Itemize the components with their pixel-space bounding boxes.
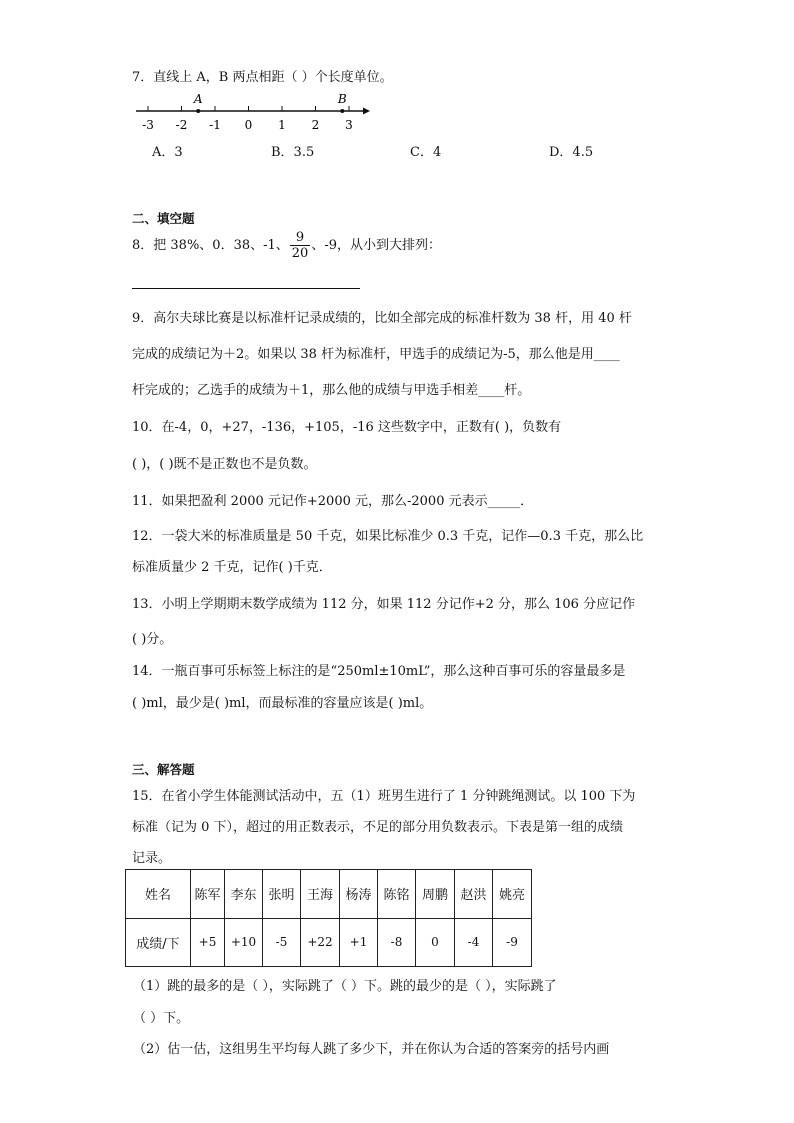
q10-line-2: ( )，( )既不是正数也不是负数。	[132, 457, 317, 472]
q7-stem: 7．直线上 A，B 两点相距（ ）个长度单位。	[132, 70, 393, 85]
number-line-tick-label: 3	[345, 118, 353, 132]
q8-stem	[132, 231, 441, 260]
table-row	[126, 870, 532, 919]
table-cell-score: -4	[455, 918, 493, 967]
table-header-score: 成绩/下	[126, 918, 191, 967]
q7-option-a[interactable]: A．3	[152, 145, 183, 160]
q9-line-1: 9．高尔夫球比赛是以标准杆记录成绩的，比如全部完成的标准杆数为 38 杆，用 40 杆	[132, 311, 632, 326]
q15-line-1: 15．在省小学生体能测试活动中，五（1）班男生进行了 1 分钟跳绳测试。以 100 下为	[132, 789, 636, 804]
table-cell-name: 张明	[263, 870, 301, 919]
number-line-tick-label: -3	[142, 118, 154, 132]
number-line-arrow	[363, 108, 370, 115]
table-cell-name: 姚亮	[493, 870, 532, 919]
q14-line-1: 14．一瓶百事可乐标签上标注的是“250ml±10mL”，那么这种百事可乐的容量最多是	[132, 664, 626, 679]
table-cell-score: +1	[340, 918, 378, 967]
q13-line-2: ( )分。	[132, 632, 173, 647]
q8-prefix: 8．把 38%、0．38、-1、	[132, 238, 289, 253]
number-line-point-a-label: A	[193, 92, 203, 106]
number-line-tick-label: -1	[209, 118, 221, 132]
q12-line-1: 12．一袋大米的标准质量是 50 千克，如果比标准少 0.3 千克，记作—0.3 千克，那么比	[132, 529, 644, 544]
q8-fraction-denominator: 20	[291, 246, 309, 261]
number-line-point-a	[196, 109, 200, 113]
table-cell-score: +10	[225, 918, 263, 967]
table-cell-name: 周鹏	[416, 870, 455, 919]
q15-line-3: 记录。	[132, 851, 172, 866]
q13-line-1: 13．小明上学期期末数学成绩为 112 分，如果 112 分记作+2 分，那么 106 分应记作	[132, 597, 636, 612]
table-cell-score: +22	[301, 918, 340, 967]
q15-sub2: （2）估一估，这组男生平均每人跳了多少下，并在你认为合适的答案旁的括号内画	[133, 1042, 610, 1057]
q11: 11．如果把盈利 2000 元记作+2000 元，那么-2000 元表示_____．	[132, 494, 534, 509]
number-line-ticks	[142, 106, 353, 132]
number-line-tick-label: 1	[278, 118, 286, 132]
q8-answer-line[interactable]	[132, 288, 360, 289]
table-cell-score: 0	[416, 918, 455, 967]
number-line-point-b-label: B	[337, 92, 347, 106]
q8-suffix: 、-9，从小到大排列：	[311, 238, 441, 253]
q7-option-d[interactable]: D．4.5	[549, 145, 594, 160]
section-3-title: 三、解答题	[132, 762, 195, 777]
table-cell-score: +5	[191, 918, 225, 967]
table-cell-score: -9	[493, 918, 532, 967]
number-line-tick-label: 2	[311, 118, 320, 132]
table-cell-name: 陈铭	[378, 870, 416, 919]
table-cell-name: 杨涛	[340, 870, 378, 919]
number-line-tick-label: 0	[244, 118, 253, 132]
q7-option-c[interactable]: C．4	[410, 145, 442, 160]
table-cell-name: 陈军	[191, 870, 225, 919]
number-line	[130, 88, 375, 136]
table-row	[126, 918, 532, 967]
q15-sub1-line-2: （ ）下。	[133, 1011, 190, 1026]
section-2-title: 二、填空题	[132, 211, 195, 226]
q12-line-2: 标准质量少 2 千克，记作( )千克．	[132, 560, 332, 575]
q10-line-1: 10．在-4，0，+27，-136，+105，-16 这些数字中，正数有( )，负数有	[132, 420, 562, 435]
q14-line-2: ( )ml，最少是( )ml，而最标准的容量应该是( )ml。	[132, 696, 433, 711]
q15-sub1-line-1: （1）跳的最多的是（ ），实际跳了（ ）下。跳的最少的是（ ），实际跳了	[133, 979, 557, 994]
q7-option-b[interactable]: B．3.5	[271, 145, 315, 160]
q8-fraction	[290, 231, 311, 260]
table-header-name: 姓名	[126, 870, 191, 919]
table-cell-score: -5	[263, 918, 301, 967]
table-cell-name: 李东	[225, 870, 263, 919]
q15-score-table	[125, 869, 532, 967]
number-line-tick-label: -2	[175, 118, 188, 132]
q8-fraction-numerator: 9	[290, 231, 311, 246]
table-cell-score: -8	[378, 918, 416, 967]
number-line-point-b	[340, 109, 344, 113]
table-cell-name: 王海	[301, 870, 340, 919]
table-cell-name: 赵洪	[455, 870, 493, 919]
q9-line-2: 完成的成绩记为＋2。如果以 38 杆为标准杆，甲选手的成绩记为-5，那么他是用____	[132, 347, 620, 362]
q15-line-2: 标准（记为 0 下），超过的用正数表示，不足的部分用负数表示。下表是第一组的成绩	[132, 820, 624, 835]
q9-line-3: 杆完成的；乙选手的成绩为＋1，那么他的成绩与甲选手相差____杆。	[132, 383, 531, 398]
